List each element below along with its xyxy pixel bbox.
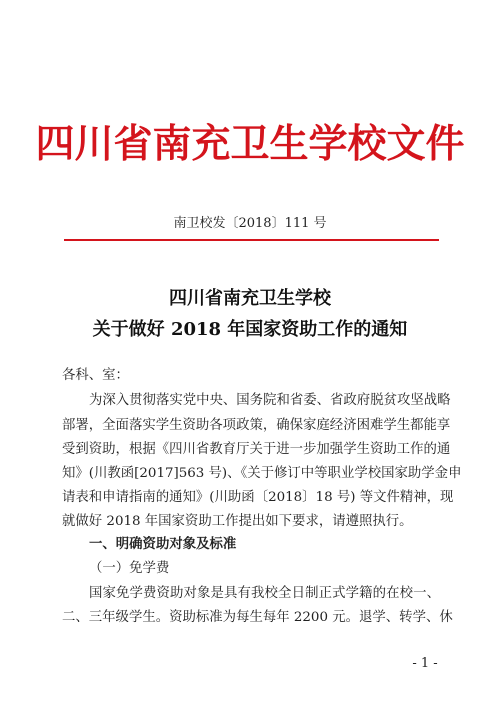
paragraph-line: 为深入贯彻落实党中央、国务院和省委、省政府脱贫攻坚战略 [89, 393, 451, 408]
subsection-heading: （一）免学费 [89, 561, 170, 576]
paragraph-line: 受到资助，根据《四川省教育厅关于进一步加强学生资助工作的通 [62, 442, 451, 457]
document-number: 南卫校发〔2018〕111 号 [173, 216, 327, 231]
paragraph-line: 部署，全面落实学生资助各项政策，确保家庭经济困难学生都能享 [62, 418, 451, 433]
salutation: 各科、室： [62, 368, 129, 383]
paragraph-line: 就做好 2018 年国家资助工作提出如下要求，请遵照执行。 [62, 514, 413, 529]
notice-title-line-2: 关于做好 2018 年国家资助工作的通知 [92, 319, 408, 340]
notice-title-line-1: 四川省南充卫生学校 [169, 288, 331, 309]
document-masthead: 四川省南充卫生学校文件 [35, 121, 465, 167]
paragraph-line: 请表和申请指南的通知》(川助函〔2018〕18 号) 等文件精神，现 [62, 490, 454, 505]
page-number: - 1 - [412, 656, 438, 671]
paragraph-line: 二、三年级学生。资助标准为每生每年 2200 元。退学、转学、休 [62, 610, 453, 625]
paragraph-line: 国家免学费资助对象是具有我校全日制正式学籍的在校一、 [89, 586, 440, 601]
paragraph-line: 知》(川教函[2017]563 号)、《关于修订中等职业学校国家助学金申 [62, 466, 462, 481]
section-heading: 一、明确资助对象及标准 [89, 537, 237, 552]
red-separator-line [64, 239, 439, 241]
